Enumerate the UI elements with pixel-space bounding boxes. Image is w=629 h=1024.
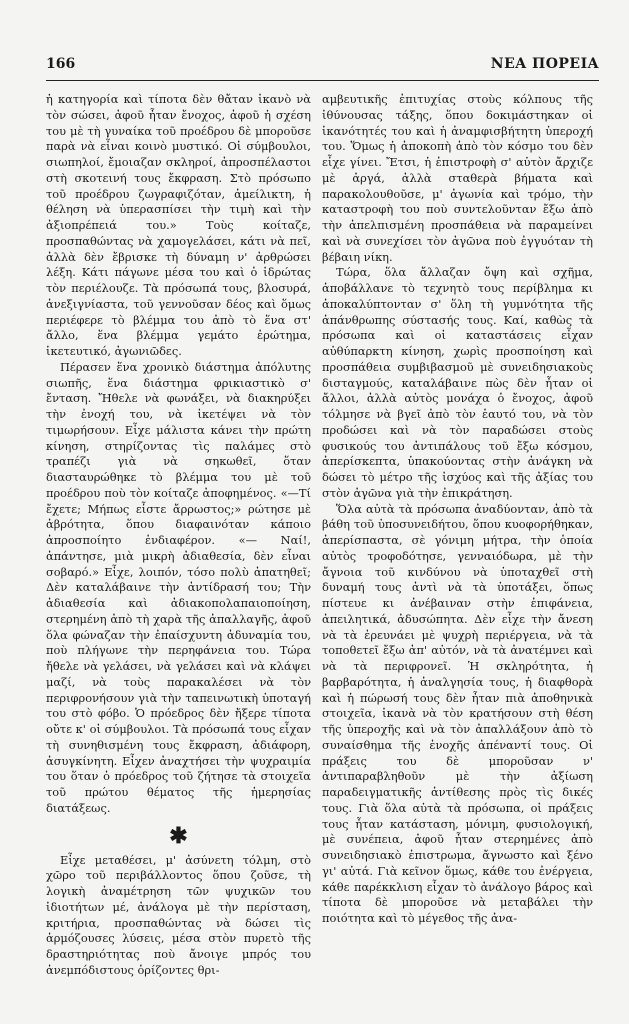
- left-column: [46, 92, 311, 984]
- left-paragraph-3: Εἶχε μεταθέσει, μ' ἀσύνετη τόλμη, στὸ χῶρο τοῦ περιβάλλοντος ὅπου ζοῦσε, τὴ λογικὴ ἀναμέτρηση τῶν ψυχικῶν του ἰδιοτήτων μέ, ἀνάλογα μὲ τὴν περίσταση, κριτήρια, προσπαθώντας νὰ δώσει τὶς ἁρμόζουσες λύσεις, μέσα στὸν πυρετὸ τῆς δραστηριότητας ποὺ ἄνοιγε μπρός του ἀνεμπόδιστους ὁρίζοντες θρι-: [46, 852, 311, 977]
- right-column: [322, 92, 593, 984]
- section-divider-star: ✱: [169, 822, 188, 849]
- right-paragraph-1: αμβευτικῆς ἐπιτυχίας στοὺς κόλπους τῆς ἰθύνουσας τάξης, ὅπου δοκιμάστηκαν οἱ ἱκανότητές του καὶ ἡ ἀναμφισβήτητη ὑπεροχή του. Ὅμως ἡ ἀποκοπὴ ἀπὸ τὸν κόσμο του δὲν εἶχε γίνει. Ἔτσι, ἡ ἐπιστροφὴ σ' αὐτὸν ἄρχιζε μὲ ἀργά, ἀλλὰ σταθερὰ βήματα καὶ παρακολουθοῦσε, μ' ἀγωνία καὶ τρόμο, τὴν καταστροφὴ του ποὺ συντελοῦνταν ἔξω ἀπὸ τὴν ἀπελπισμένη προσπάθεια νὰ παραμείνει καὶ νὰ συνεχίσει τὸν ἀγῶνα ποὺ ἐγγυόταν τὴ βέβαιη νίκη.: [322, 92, 593, 264]
- page-number: 166: [46, 56, 76, 72]
- running-title: ΝΕΑ ΠΟΡΕΙΑ: [490, 56, 599, 72]
- left-paragraph-1: ἡ κατηγορία καὶ τίποτα δὲν θἄταν ἱκανὸ νὰ τὸν σώσει, ἀφοῦ ἦταν ἔνοχος, ἀφοῦ ἡ σχέση του μὲ τὴ γυναίκα τοῦ προέδρου δὲ μποροῦσε παρὰ νὰ εἶναι κοινὸ μυστικό. Οἱ σύμβουλοι, σιωπηλοί, ἔμοιαζαν σκληροί, ἀπροσπέλαστοι στὴ σκοτεινή τους ἔκφραση. Στὸ πρόσωπο τοῦ προέδρου ζωγραφιζόταν, ἀμείλικτη, ἡ θέληση νὰ ὑπερασπίσει τὴν τιμὴ καὶ τὴν ἀξιοπρέπειά του.» Τοὺς κοίταζε, προσπαθώντας νὰ χαμογελάσει, κάτι νὰ πεῖ, ἀλλὰ δὲν ἔβρισκε τὴ δύναμη ν' ἀρθρώσει λέξη. Κάτι πάγωνε μέσα του καὶ ὁ ἱδρώτας τὸν περιέλουζε. Τὰ πρόσωπά τους, βλοσυρά, ἀνεξιγνίαστα, τοῦ γεννοῦσαν δέος καὶ ὅμως περιέφερε τὸ βλέμμα του ἀπὸ τὸ ἕνα στ' ἄλλο, ἕνα βλέμμα γεμάτο ἐρώτημα, ἱκετευτικό, ἀγωνιῶδες.: [46, 92, 311, 358]
- header-rule: [46, 80, 599, 81]
- right-paragraph-2: Τώρα, ὅλα ἄλλαζαν ὄψη καὶ σχῆμα, ἀποβάλλανε τὸ τεχνητὸ τους περίβλημα κι ἀποκαλύπτονταν σ' ὅλη τὴ γυμνότητα τῆς ἀπάνθρωπης σύστασής τους. Καί, καθὼς τὰ πρόσωπα καὶ οἱ καταστάσεις εἶχαν αὐθύπαρκτη κίνηση, χωρὶς προσποίηση καὶ προσπάθεια συμβιβασμοῦ μὲ συνειδησιακοὺς δισταγμούς, καταλάβαινε πὼς δὲν ἦταν οἱ ἄλλοι, ἀλλὰ αὐτὸς μονάχα ὁ ἔνοχος, ἀφοῦ τόλμησε νὰ βγεῖ ἀπὸ τὸν ἑαυτό του, νὰ τὸν προδώσει καὶ νὰ τὸν παραδώσει στοὺς φυσικούς του ἀντιπάλους τοῦ ἔξω κόσμου, ἀπερίσκεπτα, ὑπακούοντας στὴν ἀνάγκη νὰ δώσει τὸ μέτρο τῆς ἰσχύος καὶ τῆς ἀξίας του στὸν ἀγῶνα γιὰ τὴν ἐπικράτηση.: [322, 265, 593, 500]
- page-header: [46, 56, 599, 78]
- right-paragraph-3: Ὅλα αὐτὰ τὰ πρόσωπα ἀναδύονταν, ἀπὸ τὰ βάθη τοῦ ὑποσυνειδήτου, ὅπου κυοφορήθηκαν, ἀπερίσπαστα, σὲ γόνιμη μήτρα, τὴν ὁποία αὐτὸς τροφοδότησε, γενναιόδωρα, μὲ τὴν ἄγνοια τοῦ κινδύνου νὰ ὑποταχθεῖ στὴ δυναμή τους ἀντὶ νὰ τὰ ὑποτάξει, ὅπως πίστευε κι ἀνέβαιναν στὴν ἐπιφάνεια, ἀπειλητικά, ἀδυσώπητα. Δὲν εἶχε τὴν ἄνεση νὰ τὰ ἐρευνάει μὲ ψυχρὴ περιέργεια, νὰ τὰ τοποθετεῖ ἔξω ἀπ' αὐτόν, νὰ τὰ ἀνατέμνει καὶ νὰ τὰ περιφρονεῖ. Ἡ σκληρότητα, ἡ βαρβαρότητα, ἡ ἀναλγησία τους, ἡ διαφθορὰ καὶ ἡ πώρωσή τους δὲν ἦταν πιὰ ἀποθηνικὰ στοιχεῖα, ἱκανὰ νὰ τὸν κρατήσουν στὴ θέση τῆς ὑπεροχῆς καὶ νὰ τὸν ἀπαλλάξουν ἀπὸ τὸ συναίσθημα τῆς ἐνοχῆς ἀπέναντί τους. Οἱ πράξεις του δὲ μποροῦσαν ν' ἀντιπαραβληθοῦν μὲ τὴν ἀξίωση παραδειγματικῆς ἀντίθεσης πρὸς τὶς δικές τους. Γιὰ ὅλα αὐτὰ τὰ πρόσωπα, οἱ πράξεις τους ἦταν κατάσταση, μόνιμη, φυσιολογική, μὲ συνέπεια, ἀφοῦ ἦταν στερημένες ἀπὸ συνειδησιακὸ ἐπιστρωμα, ἄγνωστο καὶ ξένο γι' αὐτά. Γιὰ κεῖνον ὅμως, κάθε του ἐνέργεια, κάθε παρέκκλιση εἶχαν τὸ ἀνάλογο βάρος καὶ τίποτα δὲ μποροῦσε νὰ μεταβάλει τὴν ποιότητα καὶ τὸ μέγεθος τῆς ἀνα-: [322, 501, 593, 925]
- left-paragraph-2: Πέρασεν ἕνα χρονικὸ διάστημα ἀπόλυτης σιωπῆς, ἕνα διάστημα φρικιαστικὸ σ' ἔνταση. Ἤθελε νὰ φωνάξει, νὰ διακηρύξει τὴν ἐνοχή του, νὰ ἱκετέψει νὰ τὸν τιμωρήσουν. Εἶχε μάλιστα κάνει τὴν πρώτη κίνηση, στηρίζοντας τὶς παλάμες στὸ τραπέζι γιὰ νὰ σηκωθεῖ, ὅταν διασταυρώθηκε τὸ βλέμμα του μὲ τοῦ προέδρου ποὺ τὸν κοίταζε ἀποφημένος. «—Τί ἔχετε; Μήπως εἶστε ἄρρωστος;» ρώτησε μὲ ἀβρότητα, ὅπου διαφαινόταν κάποιο ἀπροσποίητο ἐνδιαφέρον. «— Ναί!, ἀπάντησε, μιὰ μικρὴ ἀδιαθεσία, δὲν εἶναι σοβαρό.» Εἶχε, λοιπόν, τόσο πολὺ ἀπατηθεῖ; Δὲν καταλάβαινε τὴν ἀντίδρασή του; Τὴν ἀδιαθεσία καὶ ἀδιακοπολαπαιοποίηση, στερημένη ἀπὸ τὴ χαρὰ τῆς ἀπαλλαγῆς, ἀφοῦ ὅλα φώναζαν τὴν ἐπαίσχυντη ἀδυναμία του, ποὺ πλήγωνε τὴν περηφάνεια του. Τώρα ἤθελε νὰ γελάσει, νὰ γελάσει καὶ νὰ κλάψει μαζί, νὰ τοὺς παρακαλέσει νὰ τὸν περιφρονήσουν γιὰ τὴν ταπεινωτικὴ ὑποταγή του στὸ φόβο. Ὁ πρόεδρος δὲν ἤξερε τίποτα οὔτε κ' οἱ σύμβουλοι. Τὰ πρόσωπά τους εἶχαν τὴ συνηθισμένη τους ἔκφραση, ἀδιάφορη, ἀσυγκίνητη. Εἶχεν ἀναχτήσει τὴν ψυχραιμία του ὅταν ὁ πρόεδρος τοῦ ζήτησε τὰ στοιχεῖα τοῦ πρώτου θέματος τῆς ἡμερησίας διατάξεως.: [46, 359, 311, 815]
